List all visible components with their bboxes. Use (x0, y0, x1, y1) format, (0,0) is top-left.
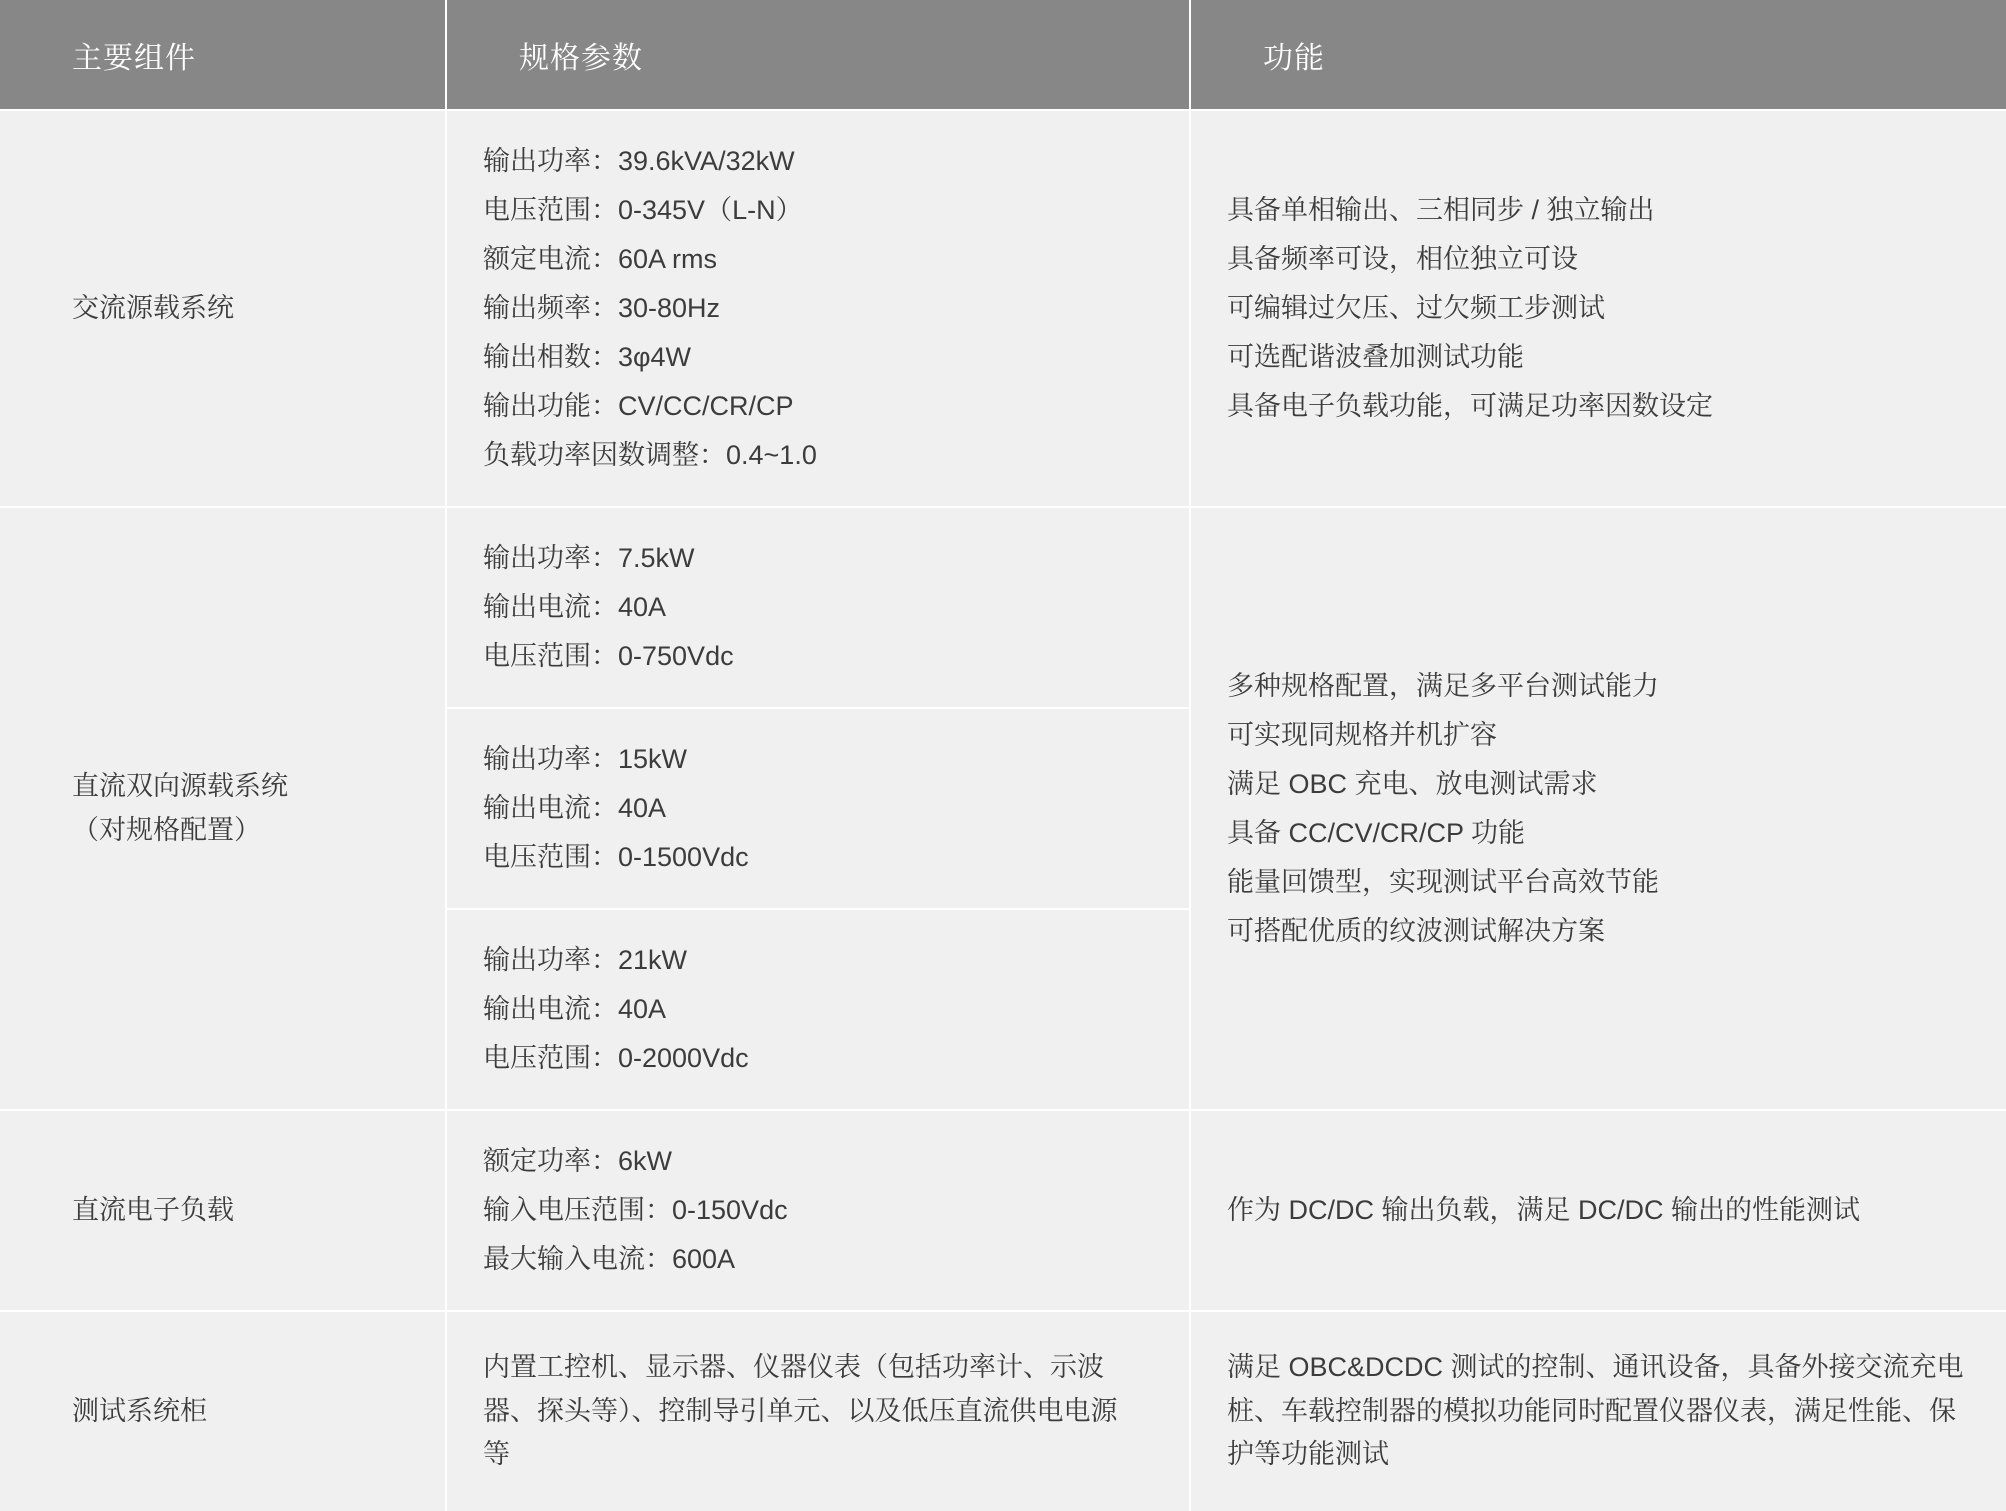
function-line: 多种规格配置，满足多平台测试能力 (1227, 670, 1659, 701)
function-line: 具备单相输出、三相同步 / 独立输出 (1227, 195, 1655, 225)
spec-group (447, 908, 1189, 1109)
cell-component (0, 1311, 446, 1511)
spec-text: 输出电流：40A (483, 994, 667, 1024)
spec-text: 输出功率：21kW (483, 945, 688, 975)
function-line: 满足 OBC 充电、放电测试需求 (1227, 768, 1598, 799)
cell-component (0, 507, 446, 1110)
spec-text: 额定电流：60A rms (483, 244, 718, 274)
function-line: 可搭配优质的纹波测试解决方案 (1227, 915, 1605, 946)
spec-line (447, 333, 1165, 382)
cell-function (1190, 507, 2006, 1110)
table-row (0, 1311, 2006, 1511)
spec-text: 输出频率：30-80Hz (483, 293, 721, 323)
table-body (0, 110, 2006, 1511)
spec-line (447, 137, 1165, 186)
column-header-specification: 规格参数 (446, 0, 1190, 110)
spec-text: 输出电流：40A (483, 592, 667, 622)
spec-line (447, 735, 1165, 784)
table-header (0, 0, 2006, 110)
spec-group (447, 508, 1189, 707)
spec-group (447, 707, 1189, 908)
cell-specification (446, 507, 1190, 1110)
function-line: 能量回馈型，实现测试平台高效节能 (1227, 866, 1659, 897)
component-sublabel: （对规格配置） (72, 814, 261, 845)
spec-text: 输出功率：7.5kW (483, 543, 695, 573)
spec-text: 额定功率：6kW (483, 1146, 672, 1176)
function-line: 具备频率可设，相位独立可设 (1227, 244, 1578, 274)
spec-text: 最大输入电流：600A (483, 1244, 736, 1274)
spec-text: 输入电压范围：0-150Vdc (483, 1195, 788, 1225)
function-line: 作为 DC/DC 输出负载，满足 DC/DC 输出的性能测试 (1227, 1195, 1860, 1225)
spec-text: 输出电流：40A (483, 793, 667, 823)
table-header-row (0, 0, 2006, 110)
spec-text: 电压范围：0-345V（L-N） (483, 195, 803, 225)
function-line: 可选配谐波叠加测试功能 (1227, 342, 1524, 372)
spec-text: 输出功率：39.6kVA/32kW (483, 146, 795, 176)
cell-component (0, 110, 446, 507)
cell-function (1190, 1311, 2006, 1511)
function-line: 具备电子负载功能，可满足功率因数设定 (1227, 391, 1713, 421)
column-header-function: 功能 (1190, 0, 2006, 110)
spec-text: 输出相数：3φ4W (483, 342, 692, 372)
spec-text: 负载功率因数调整：0.4~1.0 (483, 440, 817, 470)
spec-line (447, 583, 1165, 632)
cell-function (1190, 1110, 2006, 1311)
spec-line (447, 186, 1165, 235)
spec-line (447, 235, 1165, 284)
spec-group (447, 111, 1189, 506)
cell-specification (446, 1311, 1190, 1511)
spec-group (447, 1111, 1189, 1310)
spec-line (447, 936, 1165, 985)
spec-line (447, 1186, 1165, 1235)
column-header-component: 主要组件 (0, 0, 446, 110)
component-label: 直流电子负载 (72, 1194, 234, 1225)
spec-line (447, 985, 1165, 1034)
spec-text: 电压范围：0-2000Vdc (483, 1043, 749, 1073)
spec-line (447, 534, 1165, 583)
spec-text: 输出功率：15kW (483, 744, 688, 774)
component-label: 测试系统柜 (72, 1395, 207, 1426)
component-label: 直流双向源载系统 (72, 770, 288, 801)
cell-function (1190, 110, 2006, 507)
spec-text: 输出功能：CV/CC/CR/CP (483, 391, 794, 421)
spec-line (447, 431, 1165, 480)
spec-line (447, 1235, 1165, 1284)
spec-line (447, 284, 1165, 333)
cell-component (0, 1110, 446, 1311)
function-line: 满足 OBC&DCDC 测试的控制、通讯设备，具备外接交流充电桩、车载控制器的模拟功能同时配置仪器仪表，满足性能、保护等功能测试 (1227, 1352, 1964, 1470)
table-row (0, 110, 2006, 507)
spec-line: 内置工控机、显示器、仪器仪表（包括功率计、示波器、探头等）、控制导引单元、以及低压直流供电电源等 (483, 1352, 1118, 1470)
spec-text: 电压范围：0-1500Vdc (483, 842, 749, 872)
spec-line (447, 784, 1165, 833)
spec-line (447, 1137, 1165, 1186)
spec-line (447, 833, 1165, 882)
function-line: 可实现同规格并机扩容 (1227, 719, 1497, 750)
spec-line (447, 382, 1165, 431)
table-row (0, 1110, 2006, 1311)
component-label: 交流源载系统 (72, 292, 234, 323)
spec-line (447, 632, 1165, 681)
table-row (0, 507, 2006, 1110)
cell-specification (446, 1110, 1190, 1311)
cell-specification (446, 110, 1190, 507)
spec-line (447, 1034, 1165, 1083)
function-line: 具备 CC/CV/CR/CP 功能 (1227, 817, 1526, 848)
spec-text: 电压范围：0-750Vdc (483, 641, 734, 671)
function-line: 可编辑过欠压、过欠频工步测试 (1227, 293, 1605, 323)
